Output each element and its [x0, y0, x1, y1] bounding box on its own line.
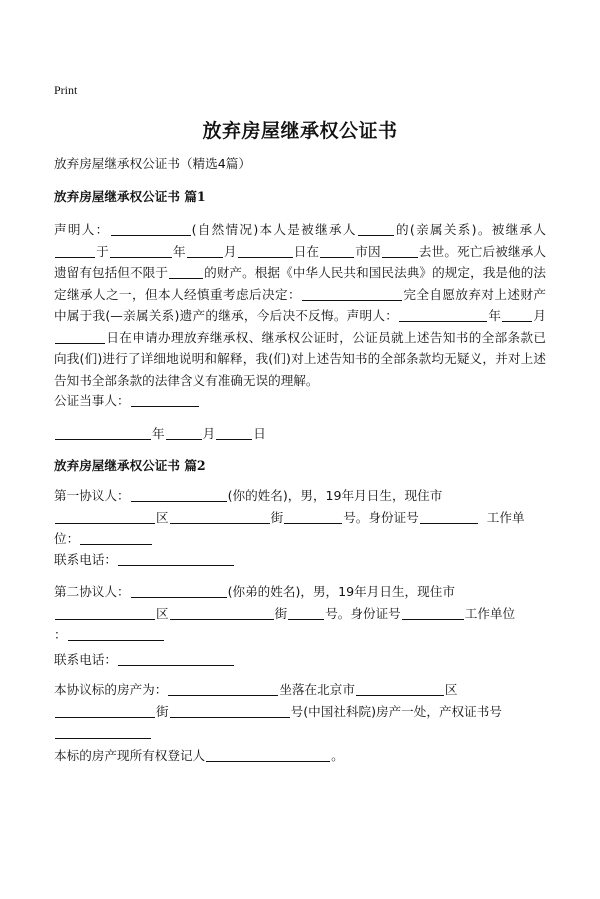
blank-field[interactable]: [382, 243, 418, 258]
blank-field[interactable]: [131, 583, 227, 598]
blank-field[interactable]: [80, 530, 152, 545]
blank-field[interactable]: [170, 509, 270, 524]
property-paragraph: 本协议标的房产为： 坐落在北京市 区 街 号(中国社科院)房产一处，产权证书号: [54, 679, 546, 744]
blank-field[interactable]: [187, 243, 223, 258]
phone-line-1: 联系电话：: [54, 549, 546, 571]
owner-name-field[interactable]: [206, 747, 330, 762]
document-title: 放弃房屋继承权公证书: [202, 120, 398, 142]
blank-field[interactable]: [502, 307, 532, 322]
blank-field[interactable]: [288, 605, 324, 620]
section1-heading: 放弃房屋继承权公证书 篇1: [54, 189, 206, 204]
blank-field[interactable]: [55, 243, 95, 258]
blank-field[interactable]: [55, 703, 155, 718]
section2-heading: 放弃房屋继承权公证书 篇2: [54, 458, 206, 473]
date-line: 年 月 日: [54, 423, 546, 445]
party-signature-field[interactable]: [131, 392, 199, 407]
blank-field[interactable]: [238, 243, 293, 258]
phone-line-2: 联系电话：: [54, 649, 546, 671]
blank-field[interactable]: [284, 509, 342, 524]
date-day-field[interactable]: [216, 425, 252, 440]
blank-field[interactable]: [302, 286, 402, 301]
blank-field[interactable]: [131, 487, 227, 502]
blank-field[interactable]: [170, 605, 274, 620]
second-party-paragraph: 第二协议人： (你弟的姓名)，男，19年月日生，现住市 区 街 号。身份证号 工作单位 ：: [54, 584, 516, 642]
section1-paragraph: 声明人： (自然情况)本人是被继承人 的(亲属关系)。被继承人于 年 月 日在 市因 去世。死亡后被继承人遗留有包括但不限于 的财产。根据《中华人民共和国民法典》的规定，我是他的法定继承人之一，但本人经慎重考虑后决定： 完全自愿放弃对上述财产中属于我(—亲属关系)遗产的继承，今后决不反悔。声明人： 年 月日在申请办理放弃继承权、继承权公证时，公证员就上述告知书的全部条款已向我(们)进行了详细地说明和解释，我(们)对上述告知书的全部条款均无疑义，并对上述告知书全部条款的法律含义有准确无误的理解。: [54, 222, 547, 388]
blank-field[interactable]: [55, 329, 105, 344]
owner-line: 本标的房产现所有权登记人 。: [54, 748, 344, 763]
blank-field[interactable]: [168, 681, 278, 696]
phone-field[interactable]: [118, 551, 234, 566]
blank-field[interactable]: [55, 724, 151, 739]
blank-field[interactable]: [420, 509, 478, 524]
blank-field[interactable]: [402, 605, 464, 620]
first-party-paragraph: 第一协议人： (你的姓名)，男，19年月日生，现住市 区 街 号。身份证号 工作单位：: [54, 488, 525, 546]
blank-field[interactable]: [111, 221, 191, 236]
phone-field[interactable]: [118, 651, 234, 666]
party-line: 公证当事人：: [54, 390, 546, 412]
blank-field[interactable]: [68, 626, 164, 641]
blank-field[interactable]: [169, 264, 203, 279]
blank-field[interactable]: [358, 221, 394, 236]
date-year-field[interactable]: [55, 425, 151, 440]
blank-field[interactable]: [320, 243, 354, 258]
blank-field[interactable]: [110, 243, 172, 258]
blank-field[interactable]: [55, 605, 155, 620]
date-month-field[interactable]: [166, 425, 202, 440]
blank-field[interactable]: [170, 703, 290, 718]
print-label: Print: [54, 83, 78, 97]
blank-field[interactable]: [399, 307, 487, 322]
blank-field[interactable]: [55, 509, 155, 524]
blank-field[interactable]: [356, 681, 444, 696]
document-subtitle: 放弃房屋继承权公证书（精选4篇）: [54, 156, 251, 171]
